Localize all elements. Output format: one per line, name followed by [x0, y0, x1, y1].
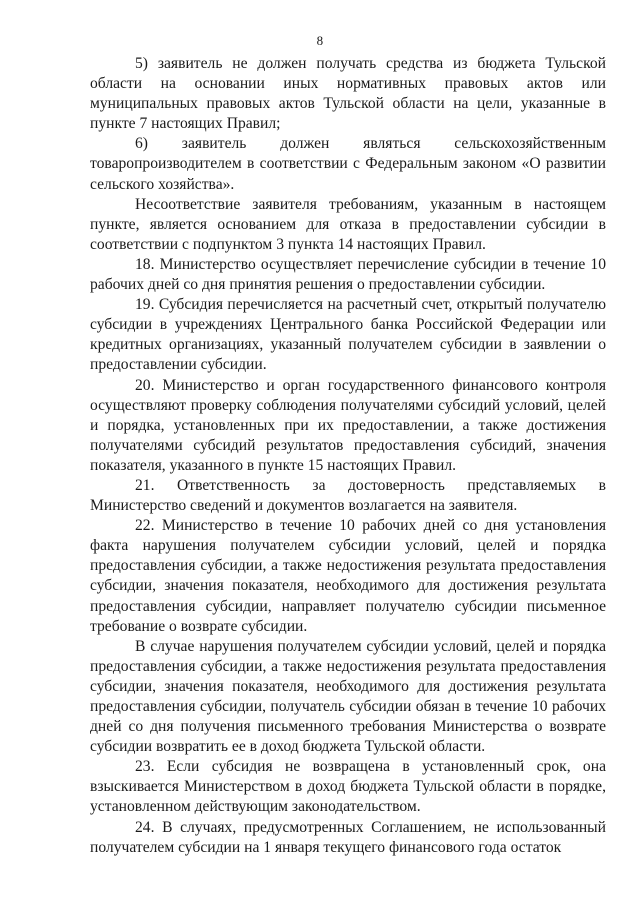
- page-number: 8: [316, 33, 324, 48]
- paragraph-noncompliance: Несоответствие заявителя требованиям, указанным в настоящем пункте, является основанием для отказа в предоставлении субсидии в соответствии с подпунктом 3 пункта 14 настоящих Правил.: [90, 195, 606, 253]
- paragraph-22: 22. Министерство в течение 10 рабочих дней со дня установления факта нарушения получателем субсидии условий, целей и порядка предоставления субсидии, а также недостижения результата предоставления субсидии, значения показателя, необходимого для достижения результата предоставления субсидии, направляет получателю субсидии письменное требование о возврате субсидии.: [90, 517, 606, 635]
- paragraph-22-violation: В случае нарушения получателем субсидии условий, целей и порядка предоставления субсидии, а также недостижения результата предоставления субсидии, значения показателя, необходимого для достижения результата предоставления субсидии, получатель субсидии обязан в течение 10 рабочих дней со дня получения письменного требования Министерства о возврате субсидии возвратить ее в доход бюджета Тульской области.: [90, 637, 606, 756]
- paragraph-19: 19. Субсидия перечисляется на расчетный счет, открытый получателю субсидии в учреждениях Центрального банка Российской Федерации или кредитных организациях, указанный получателем субсидии в заявлении о предоставлении субсидии.: [90, 296, 606, 374]
- paragraph-21: 21. Ответственность за достоверность представляемых в Министерство сведений и документов возлагается на заявителя.: [90, 476, 606, 515]
- paragraph-subitem-6: 6) заявитель должен являться сельскохозяйственным товаропроизводителем в соответствии с Федеральным законом «О развитии сельского хозяйства».: [90, 135, 606, 193]
- paragraph-18: 18. Министерство осуществляет перечисление субсидии в течение 10 рабочих дней со дня принятия решения о предоставлении субсидии.: [90, 255, 606, 294]
- paragraph-20: 20. Министерство и орган государственного финансового контроля осуществляют проверку соблюдения получателями субсидий условий, целей и порядка, установленных при их предоставлении, а также достижения получателями субсидий результатов предоставления субсидий, значения показателя, указанного в пункте 15 настоящих Правил.: [90, 376, 606, 474]
- paragraph-subitem-5: 5) заявитель не должен получать средства из бюджета Тульской области на основании иных нормативных правовых актов или муниципальных правовых актов Тульской области на цели, указанные в пункте 7 настоящих Правил;: [90, 55, 606, 133]
- document-body: [90, 54, 606, 858]
- paragraph-23: 23. Если субсидия не возвращена в установленный срок, она взыскивается Министерством в доход бюджета Тульской области в порядке, установленном действующим законодательством.: [90, 758, 606, 816]
- paragraph-24: 24. В случаях, предусмотренных Соглашением, не использованный получателем субсидии на 1 января текущего финансового года остаток: [90, 818, 606, 856]
